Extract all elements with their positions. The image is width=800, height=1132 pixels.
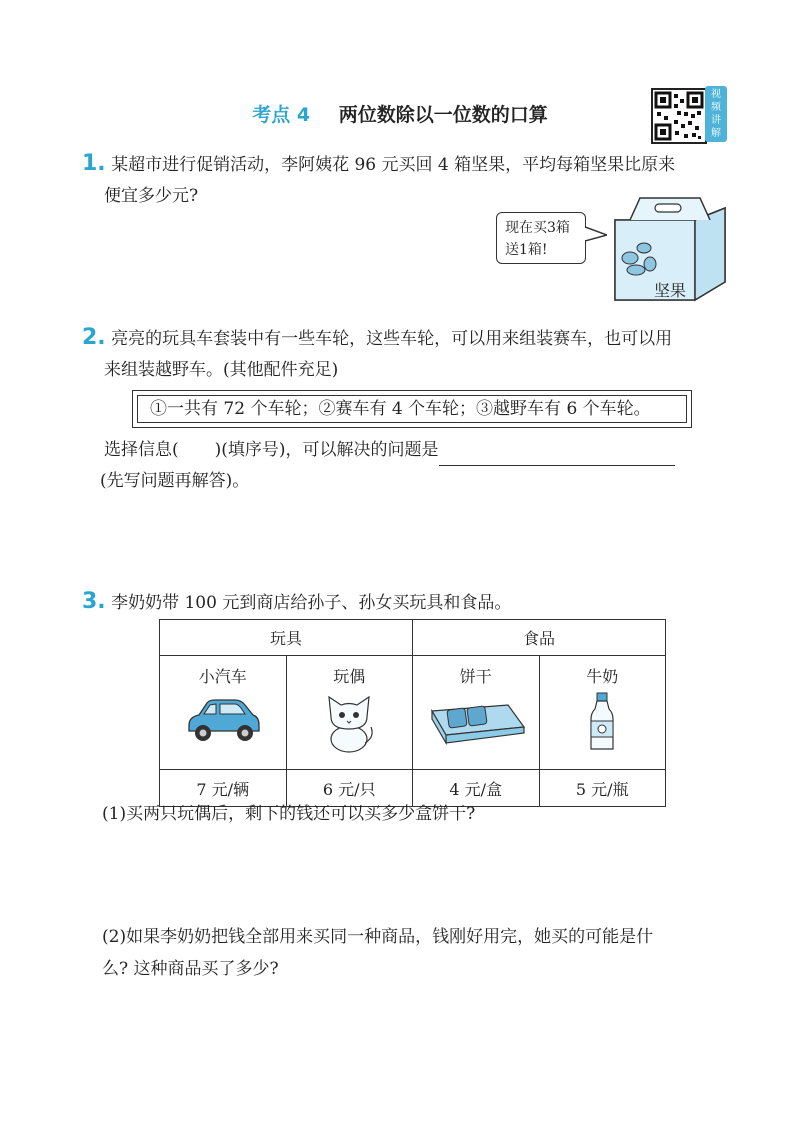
question-answer-line[interactable]: [439, 447, 675, 466]
promo-speech-bubble: [496, 212, 586, 264]
info-box: [132, 390, 692, 428]
q1-number: 1.: [82, 151, 106, 176]
q2-number: 2.: [82, 325, 106, 350]
item-price: 7 元/辆: [160, 770, 287, 807]
q2-select-line: [104, 434, 675, 466]
item-name: 牛奶: [586, 667, 619, 686]
item-price: 5 元/瓶: [539, 770, 666, 807]
goods-table: [159, 619, 666, 807]
item-cell: [413, 656, 540, 770]
topic-title: 两位数除以一位数的口算: [338, 104, 548, 126]
box-label: 坚果: [654, 281, 687, 300]
q3-sub1: (1)买两只玩偶后，剩下的钱还可以买多少盒饼干?: [102, 804, 476, 824]
item-price: 4 元/盒: [413, 770, 540, 807]
q3-sub2-line2: 么? 这种商品买了多少?: [102, 959, 279, 979]
q3-line1: [82, 586, 511, 619]
q3-sub2-line1: (2)如果李奶奶把钱全部用来买同一种商品，钱刚好用完，她买的可能是什: [102, 927, 654, 947]
q1-text-line2: 便宜多少元?: [104, 186, 199, 206]
bubble-line1: 现在买3箱: [505, 220, 570, 236]
nut-box-illustration: [600, 190, 735, 312]
video-explain-tab[interactable]: [705, 86, 727, 142]
kaodian-label: 考点 4: [252, 104, 311, 126]
q3-intro: 李奶奶带 100 元到商店给孙子、孙女买玩具和食品。: [111, 593, 512, 613]
q2-line1: [82, 322, 672, 355]
item-price: 6 元/只: [286, 770, 413, 807]
biscuit-box-icon: [426, 691, 526, 745]
q2-note: (先写问题再解答)。: [100, 471, 250, 491]
group-toys: 玩具: [160, 620, 413, 656]
info-text: ①一共有 72 个车轮；②赛车有 4 个车轮；③越野车有 6 个车轮。: [137, 395, 687, 423]
milk-bottle-icon: [587, 691, 617, 753]
toy-car-icon: [183, 691, 263, 747]
group-food: 食品: [413, 620, 666, 656]
select-suffix: )(填序号)，可以解决的问题是: [214, 440, 439, 460]
select-prefix: 选择信息(: [104, 440, 179, 460]
item-cell: [160, 656, 287, 770]
q1-text-line1: 某超市进行促销活动，李阿姨花 96 元买回 4 箱坚果，平均每箱坚果比原来: [111, 155, 676, 175]
item-name: 玩偶: [333, 667, 366, 686]
q2-text-line1: 亮亮的玩具车套装中有一些车轮，这些车轮，可以用来组装赛车，也可以用: [111, 329, 673, 349]
bubble-line2: 送1箱!: [505, 242, 548, 258]
item-name: 饼干: [459, 667, 492, 686]
qr-code-icon[interactable]: [651, 88, 707, 144]
item-cell: [286, 656, 413, 770]
video-tag-text: 视频讲解: [711, 89, 721, 139]
q2-text-line2: 来组装越野车。(其他配件充足): [104, 360, 339, 380]
item-cell: [539, 656, 666, 770]
q1-line1: [82, 148, 675, 181]
cat-doll-icon: [319, 691, 379, 753]
q3-number: 3.: [82, 589, 106, 614]
item-name: 小汽车: [198, 667, 247, 686]
